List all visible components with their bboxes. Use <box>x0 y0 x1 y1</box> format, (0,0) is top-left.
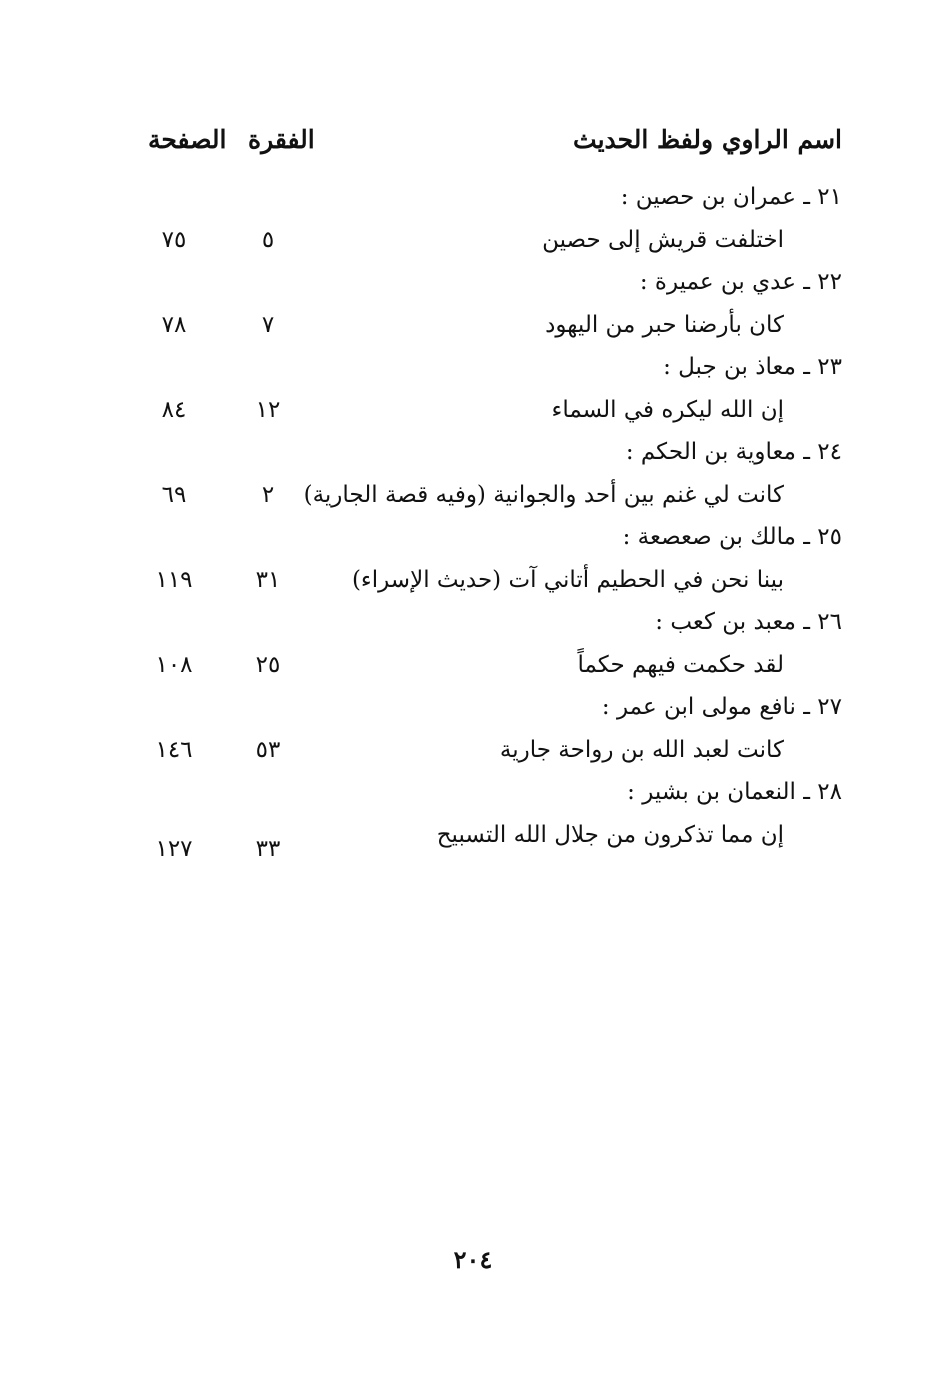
narrator-row <box>130 176 850 219</box>
hadith-row <box>130 474 850 517</box>
paragraph-number: ٢٥ <box>255 651 281 678</box>
narrator-row <box>130 346 850 389</box>
hadith-row <box>130 389 850 432</box>
footer-page-number: ٢٠٤ <box>453 1245 493 1274</box>
page-number: ١٤٦ <box>155 736 193 763</box>
hadith-text: إن مما تذكرون من جلال الله التسبيح <box>436 821 784 848</box>
index-list <box>130 176 850 862</box>
narrator-row <box>130 261 850 304</box>
paragraph-number: ٣٣ <box>255 835 281 862</box>
narrator-name: ٢٨ ـ النعمان بن بشير : <box>627 779 842 805</box>
narrator-name: ٢٧ ـ نافع مولى ابن عمر : <box>601 694 842 720</box>
header-page: الصفحة <box>148 125 227 154</box>
table-header <box>130 118 850 162</box>
hadith-row <box>130 559 850 602</box>
paragraph-number: ١٢ <box>255 396 281 423</box>
paragraph-number: ٣١ <box>255 566 281 593</box>
page-number: ٧٥ <box>161 226 187 253</box>
header-paragraph: الفقرة <box>248 125 315 154</box>
page-number: ١٠٨ <box>155 651 193 678</box>
hadith-text: اختلفت قريش إلى حصين <box>542 226 784 253</box>
narrator-row <box>130 771 850 814</box>
page-number: ٧٨ <box>161 311 187 338</box>
hadith-row <box>130 814 850 862</box>
page-number: ٨٤ <box>161 396 187 423</box>
hadith-text: إن الله ليكره في السماء <box>551 396 784 423</box>
hadith-row <box>130 644 850 687</box>
narrator-name: ٢٦ ـ معبد بن كعب : <box>655 609 842 635</box>
narrator-row <box>130 686 850 729</box>
narrator-name: ٢٥ ـ مالك بن صعصعة : <box>622 524 842 550</box>
hadith-row <box>130 729 850 772</box>
narrator-name: ٢٢ ـ عدي بن عميرة : <box>639 269 842 295</box>
narrator-row <box>130 431 850 474</box>
hadith-text: كان بأرضنا حبر من اليهود <box>545 311 784 338</box>
paragraph-number: ٢ <box>261 481 275 508</box>
hadith-row <box>130 219 850 262</box>
page-number: ١١٩ <box>155 566 193 593</box>
paragraph-number: ٧ <box>261 311 275 338</box>
paragraph-number: ٥ <box>261 226 275 253</box>
hadith-row <box>130 304 850 347</box>
narrator-row <box>130 601 850 644</box>
hadith-text: لقد حكمت فيهم حكماً <box>577 651 784 678</box>
narrator-name: ٢١ ـ عمران بن حصين : <box>620 184 842 210</box>
hadith-text: بينا نحن في الحطيم أتاني آت (حديث الإسراء) <box>351 566 784 593</box>
page-number: ٦٩ <box>161 481 187 508</box>
hadith-text: كانت لي غنم بين أحد والجوانية (وفيه قصة الجارية) <box>303 481 784 508</box>
page-number: ١٢٧ <box>155 835 193 862</box>
page-footer <box>0 1240 946 1280</box>
paragraph-number: ٥٣ <box>255 736 281 763</box>
narrator-row <box>130 516 850 559</box>
narrator-name: ٢٣ ـ معاذ بن جبل : <box>663 354 842 380</box>
header-title: اسم الراوي ولفظ الحديث <box>573 125 842 154</box>
hadith-text: كانت لعبد الله بن رواحة جارية <box>499 736 784 763</box>
narrator-name: ٢٤ ـ معاوية بن الحكم : <box>625 439 842 465</box>
